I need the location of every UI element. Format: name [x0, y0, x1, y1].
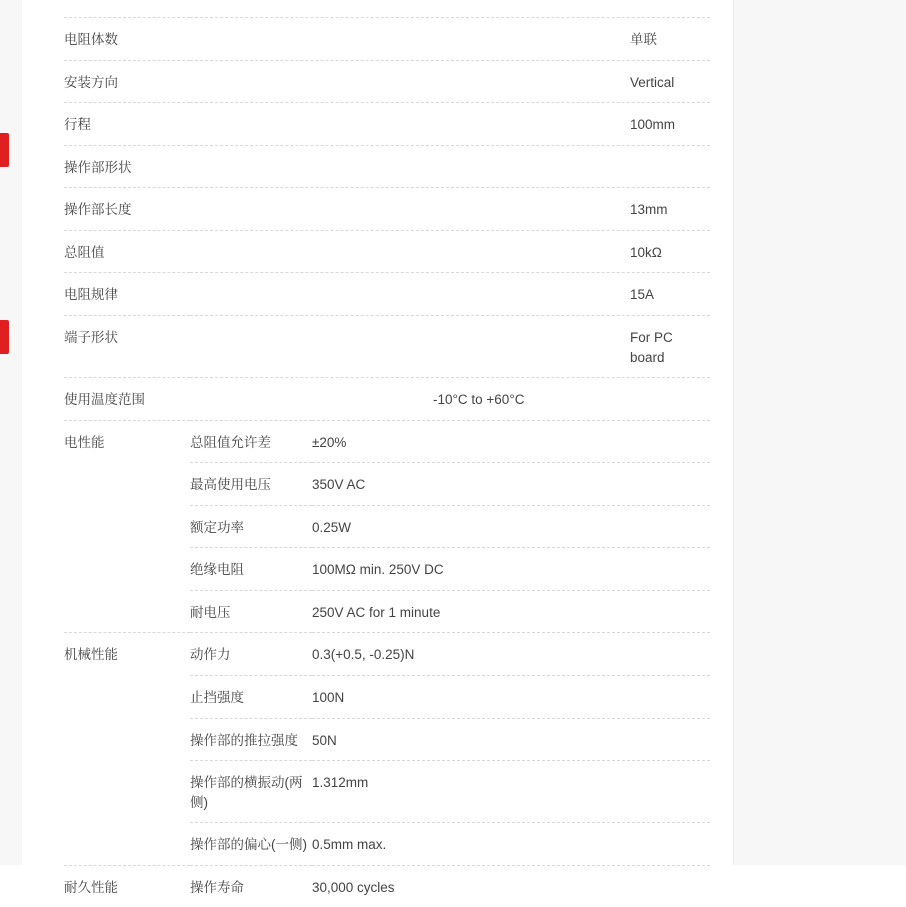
row-value: 0.5mm max. — [312, 823, 710, 866]
row-label: 安装方向 — [64, 60, 190, 103]
row-value — [190, 315, 710, 377]
row-label: 端子形状 — [64, 315, 190, 377]
row-subname: 耐电压 — [190, 590, 312, 633]
row-value: 100MΩ min. 250V DC — [312, 548, 710, 591]
table-row-temperature — [64, 378, 710, 420]
row-value-text: 13mm — [630, 202, 668, 218]
row-subname: 最高使用电压 — [190, 463, 312, 506]
group-category-label: 机械性能 — [64, 633, 190, 865]
table-row — [64, 230, 710, 273]
group-category-label: 电性能 — [64, 420, 190, 633]
row-value: 50N — [312, 718, 710, 761]
row-subname: 操作寿命 — [190, 865, 312, 907]
row-value-text: -10°C to +60°C — [433, 392, 525, 408]
row-value: 0.25W — [312, 505, 710, 548]
left-gutter — [0, 0, 23, 865]
table-row — [64, 420, 710, 463]
row-subname: 额定功率 — [190, 505, 312, 548]
left-marker-two[interactable] — [0, 320, 9, 354]
row-value: 30,000 cycles — [312, 865, 710, 907]
row-value: 350V AC — [312, 463, 710, 506]
spec-grouped-body — [64, 420, 710, 907]
table-row — [64, 145, 710, 188]
row-value-text: 15A — [630, 287, 655, 303]
row-value — [190, 230, 710, 273]
row-value: 100N — [312, 676, 710, 719]
row-value — [190, 273, 710, 316]
table-row — [64, 865, 710, 907]
row-subname: 操作部的推拉强度 — [190, 718, 312, 761]
left-marker-one[interactable] — [0, 133, 9, 167]
row-value-text: For PC board — [630, 329, 673, 365]
row-value-text: 10kΩ — [630, 244, 662, 260]
row-subname: 止挡强度 — [190, 676, 312, 719]
row-value — [190, 60, 710, 103]
spec-content — [22, 0, 733, 895]
table-row — [64, 103, 710, 146]
row-subname: 操作部的偏心(一侧) — [190, 823, 312, 866]
table-row — [64, 188, 710, 231]
row-value-text: 单联 — [630, 32, 657, 47]
row-value — [190, 145, 710, 188]
row-subname: 动作力 — [190, 633, 312, 676]
row-value — [190, 188, 710, 231]
specification-table-grouped — [64, 420, 710, 907]
row-label: 电阻规律 — [64, 273, 190, 316]
group-category-label: 耐久性能 — [64, 865, 190, 907]
row-value — [190, 18, 710, 61]
row-label: 操作部长度 — [64, 188, 190, 231]
row-label: 操作部形状 — [64, 145, 190, 188]
row-value-text: Vertical — [630, 74, 675, 90]
table-row — [64, 315, 710, 377]
row-subname: 绝缘电阻 — [190, 548, 312, 591]
row-label: 行程 — [64, 103, 190, 146]
right-gutter — [733, 0, 906, 865]
row-subname: 总阻值允许差 — [190, 420, 312, 463]
table-row — [64, 18, 710, 61]
row-value: ±20% — [312, 420, 710, 463]
row-value: 0.3(+0.5, -0.25)N — [312, 633, 710, 676]
row-label: 电阻体数 — [64, 18, 190, 61]
specification-table — [64, 17, 710, 420]
row-subname: 操作部的横振动(两侧) — [190, 761, 312, 823]
row-value-text: 100mm — [630, 117, 676, 133]
row-value: 1.312mm — [312, 761, 710, 823]
table-row — [64, 60, 710, 103]
row-label: 总阻值 — [64, 230, 190, 273]
table-row — [64, 633, 710, 676]
table-row — [64, 273, 710, 316]
spec-table-body — [64, 18, 710, 420]
row-label: 使用温度范围 — [64, 378, 190, 420]
row-value — [190, 103, 710, 146]
row-value — [190, 378, 710, 420]
row-value: 250V AC for 1 minute — [312, 590, 710, 633]
